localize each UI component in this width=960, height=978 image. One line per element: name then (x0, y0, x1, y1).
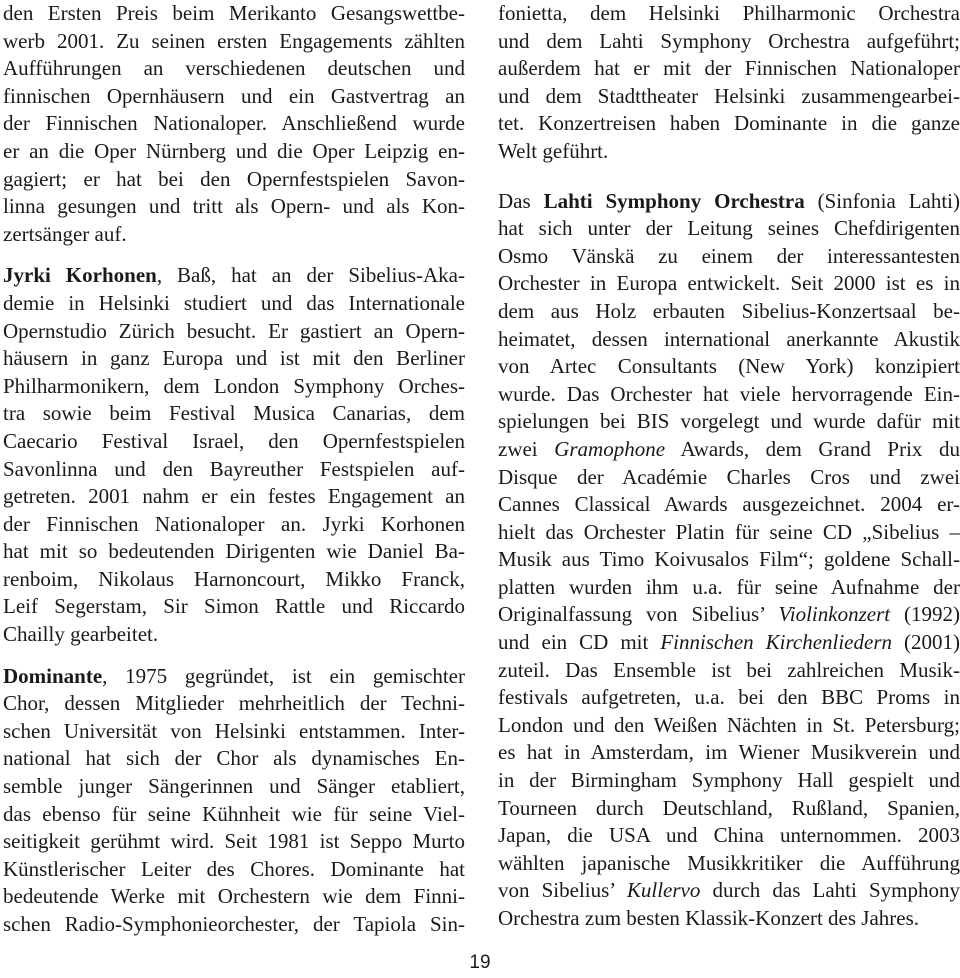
text-line: Tourneen durch Deutschland, Rußland, Spanien, (498, 795, 960, 820)
text-fragment: , 1975 gegründet, ist ein gemischter (102, 663, 465, 688)
text-line (498, 188, 960, 216)
right-column (498, 0, 960, 933)
text-line: gagiert; er hat bei den Opernfestspielen Savon- (3, 166, 465, 191)
text-line: fonietta, dem Helsinki Philharmonic Orchestra (498, 1, 960, 25)
paragraph-jyrki-korhonen (3, 262, 465, 648)
text-fragment: Originalfassung von Sibelius’ (498, 602, 779, 627)
bio-name-lahti-symphony-orchestra: Lahti Symphony Orchestra (543, 188, 805, 213)
text-line: Cannes Classical Awards ausgezeichnet. 2004 er- (498, 492, 960, 517)
italic-title: Gramophone (554, 436, 666, 461)
text-line: er an die Oper Nürnberg und die Oper Leipzig en- (3, 138, 465, 163)
text-line: Welt geführt. (498, 138, 609, 163)
text-line: werb 2001. Zu seinen ersten Engagements zählten (3, 28, 465, 53)
italic-title: Violinkonzert (778, 602, 891, 627)
text-line (498, 601, 960, 629)
text-line: häusern in ganz Europa und ist mit den Berliner (3, 346, 465, 371)
text-line: national hat sich der Chor als dynamisches En- (3, 746, 465, 771)
text-fragment: zwei (498, 436, 555, 461)
text-line: heimatet, dessen international anerkannte Akustik (498, 326, 960, 351)
left-column (3, 0, 465, 939)
text-fragment: Das (498, 188, 544, 213)
text-line: demie in Helsinki studiert und das Internationale (3, 290, 465, 315)
text-line: den Ersten Preis beim Merikanto Gesangswettbe- (3, 1, 465, 25)
text-line: renboim, Nikolaus Harnoncourt, Mikko Franck, (3, 566, 465, 591)
text-line: platten wurden ihm u.a. für seine Aufnahme der (498, 574, 960, 599)
text-line: schen Radio-Symphonieorchester, der Tapiola Sin- (3, 912, 465, 936)
text-fragment: von Sibelius’ (498, 878, 627, 903)
text-fragment: (1992) (890, 602, 960, 627)
text-line: der Finnischen Nationaloper. Anschließend wurde (3, 111, 465, 136)
text-line: zertsänger auf. (3, 221, 127, 246)
text-fragment: , Baß, hat an der Sibelius-Aka- (156, 263, 465, 288)
text-line (3, 262, 465, 290)
text-line (498, 877, 960, 905)
text-line: Chailly gearbeitet. (3, 622, 159, 647)
text-line: von Artec Consultants (New York) konzipiert (498, 354, 960, 379)
text-line (498, 629, 960, 657)
text-line: schen Universität von Helsinki entstammen. Inter- (3, 718, 465, 743)
text-line (3, 663, 465, 691)
text-line: semble junger Sängerinnen und Sänger etabliert, (3, 774, 465, 799)
paragraph-dominante-continued (498, 0, 960, 166)
text-line: Japan, die USA und China unternommen. 2003 (498, 823, 960, 848)
text-line: Leif Segerstam, Sir Simon Rattle und Riccardo (3, 594, 465, 619)
text-line: spielungen bei BIS vorgelegt und wurde dafür mit (498, 409, 960, 434)
text-line: das ebenso für seine Kühnheit wie für seine Viel- (3, 801, 465, 826)
text-line: bedeutende Werke mit Orchestern wie dem Finni- (3, 884, 465, 909)
text-line: Caecario Festival Israel, den Opernfestspielen (3, 428, 465, 453)
text-line: Orchestra zum besten Klassik-Konzert des Jahres. (498, 906, 920, 930)
text-line: Künstlerischer Leiter des Chores. Dominante hat (3, 856, 465, 881)
text-line: wurde. Das Orchester hat viele hervorragende Ein- (498, 381, 960, 406)
text-line: Philharmonikern, dem London Symphony Orches- (3, 373, 465, 398)
text-fragment: Awards, dem Grand Prix du (665, 436, 960, 461)
text-line: Osmo Vänskä zu einem der interessantesten (498, 243, 960, 268)
text-line: getreten. 2001 nahm er ein festes Engagement an (3, 484, 465, 509)
italic-title: Finnischen Kirchenliedern (660, 630, 892, 655)
paragraph-lahti-symphony-orchestra (498, 188, 960, 933)
text-fragment: durch das Lahti Symphony (700, 878, 960, 903)
text-line: in der Birmingham Symphony Hall gespielt und (498, 768, 960, 793)
text-line: Chor, dessen Mitglieder mehrheitlich der Techni- (3, 691, 465, 716)
text-line: London und den Weißen Nächten in St. Petersburg; (498, 712, 960, 737)
text-line: festivals aufgetreten, u.a. bei den BBC Proms in (498, 685, 960, 710)
bio-name-dominante: Dominante (3, 663, 103, 688)
paragraph-singer-engagements (3, 0, 465, 248)
text-line: der Finnischen Nationaloper an. Jyrki Korhonen (3, 511, 465, 536)
text-line: Opernstudio Zürich besucht. Er gastiert an Opern- (3, 318, 465, 343)
text-line: hat sich unter der Leitung seines Chefdirigenten (498, 216, 960, 241)
text-fragment: und ein CD mit (498, 630, 661, 655)
bio-name-jyrki-korhonen: Jyrki Korhonen (3, 263, 157, 288)
text-line: Savonlinna und den Bayreuther Festspielen auf- (3, 456, 465, 481)
text-line: außerdem hat er mit der Finnischen Nationaloper (498, 56, 960, 81)
italic-title: Kullervo (626, 878, 701, 903)
text-line: Aufführungen an verschiedenen deutschen und (3, 56, 465, 81)
text-fragment: (Sinfonia Lahti) (804, 188, 960, 213)
text-line: dem aus Holz erbauten Sibelius-Konzertsaal be- (498, 298, 960, 323)
text-line: tet. Konzertreisen haben Dominante in die ganze (498, 111, 960, 136)
text-line: wählten japanische Musikkritiker die Aufführung (498, 850, 960, 875)
text-line: Disque der Académie Charles Cros und zwei (498, 464, 960, 489)
text-line: seitigkeit gerühmt wird. Seit 1981 ist Seppo Murto (3, 829, 465, 854)
text-line: und dem Lahti Symphony Orchestra aufgeführt; (498, 28, 960, 53)
text-line: zuteil. Das Ensemble ist bei zahlreichen Musik- (498, 657, 960, 682)
paragraph-dominante (3, 663, 465, 939)
text-line: finnischen Opernhäusern und ein Gastvertrag an (3, 83, 465, 108)
text-line: und dem Stadttheater Helsinki zusammengearbei- (498, 83, 960, 108)
text-line: es hat in Amsterdam, im Wiener Musikverein und (498, 740, 960, 765)
text-line: linna gesungen und tritt als Opern- und als Kon- (3, 194, 465, 219)
page-number: 19 (469, 952, 491, 973)
text-fragment: (2001) (892, 630, 960, 655)
text-line: hat mit so bedeutenden Dirigenten wie Daniel Ba- (3, 539, 465, 564)
text-line: hielt das Orchester Platin für seine CD „Sibelius – (498, 519, 960, 544)
text-line: Musik aus Timo Koivusalos Film“; goldene Schall- (498, 547, 960, 572)
text-line: Orchester in Europa entwickelt. Seit 2000 ist es in (498, 271, 960, 296)
text-line: tra sowie beim Festival Musica Canarias, dem (3, 401, 465, 426)
text-line (498, 436, 960, 464)
